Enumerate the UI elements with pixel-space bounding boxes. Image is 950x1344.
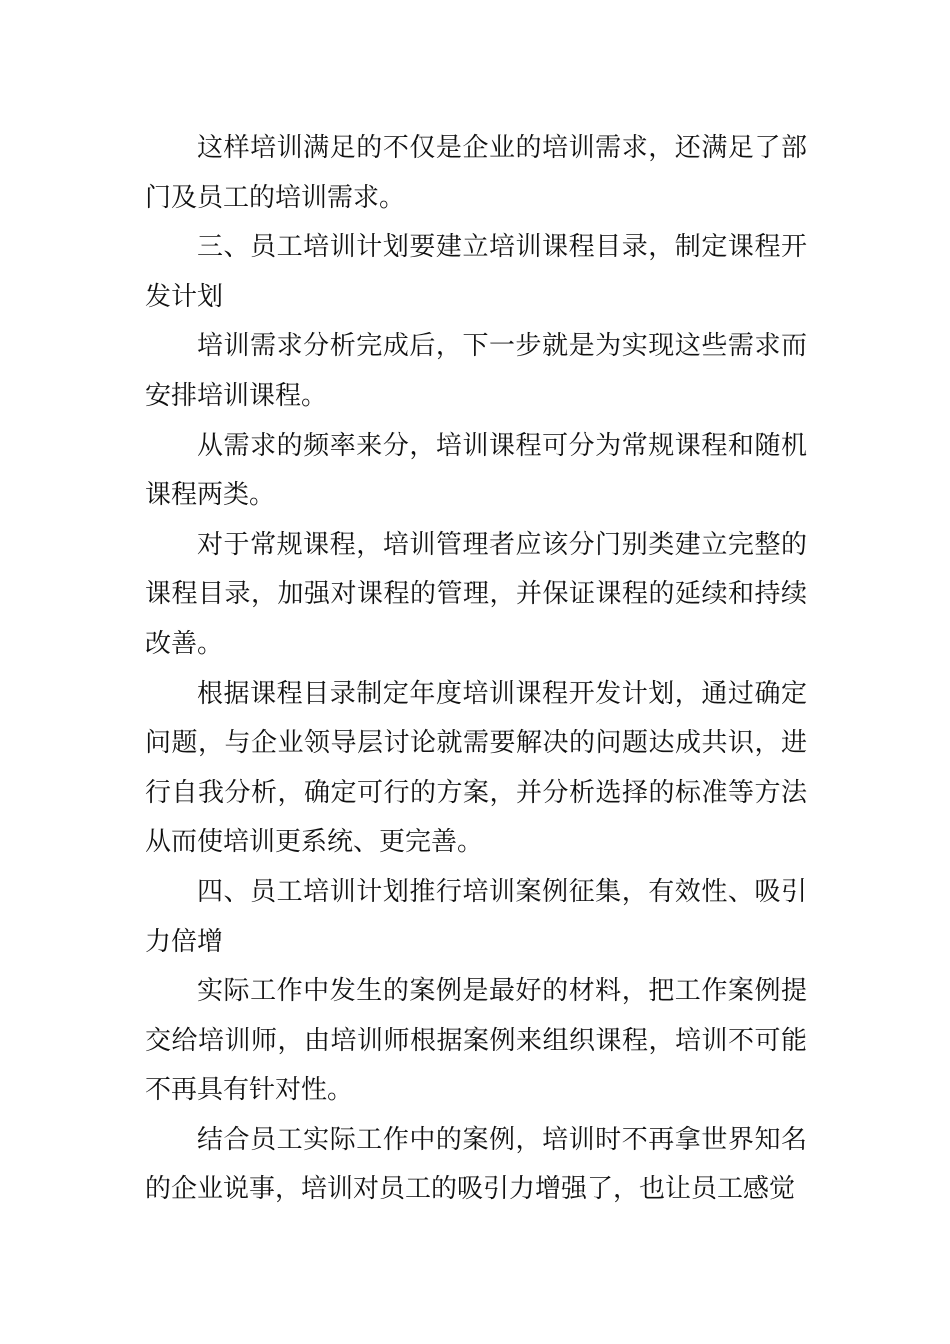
paragraph-1: 这样培训满足的不仅是企业的培训需求，还满足了部门及员工的培训需求。: [145, 133, 807, 213]
paragraph-5: 根据课程目录制定年度培训课程开发计划，通过确定问题，与企业领导层讨论就需要解决的问题达成共识，进行自我分析，确定可行的方案，并分析选择的标准等方法从而使培训更系统、更完善。: [145, 678, 807, 858]
section-heading-4: 四、员工培训计划推行培训案例征集，有效性、吸引力倍增: [145, 876, 807, 957]
paragraph-6: 实际工作中发生的案例是最好的材料，把工作案例提交给培训师，由培训师根据案例来组织课程，培训不可能不再具有针对性。: [145, 976, 807, 1106]
paragraph-7: 结合员工实际工作中的案例，培训时不再拿世界知名的企业说事，培训对员工的吸引力增强了，也让员工感觉: [145, 1124, 807, 1205]
paragraph-4: 对于常规课程，培训管理者应该分门别类建立完整的课程目录，加强对课程的管理，并保证课程的延续和持续改善。: [145, 529, 807, 659]
paragraph-3: 从需求的频率来分，培训课程可分为常规课程和随机课程两类。: [145, 430, 807, 511]
section-heading-3: 三、员工培训计划要建立培训课程目录，制定课程开发计划: [145, 232, 807, 312]
document-body: [145, 124, 807, 1215]
paragraph-2: 培训需求分析完成后，下一步就是为实现这些需求而安排培训课程。: [145, 331, 807, 411]
